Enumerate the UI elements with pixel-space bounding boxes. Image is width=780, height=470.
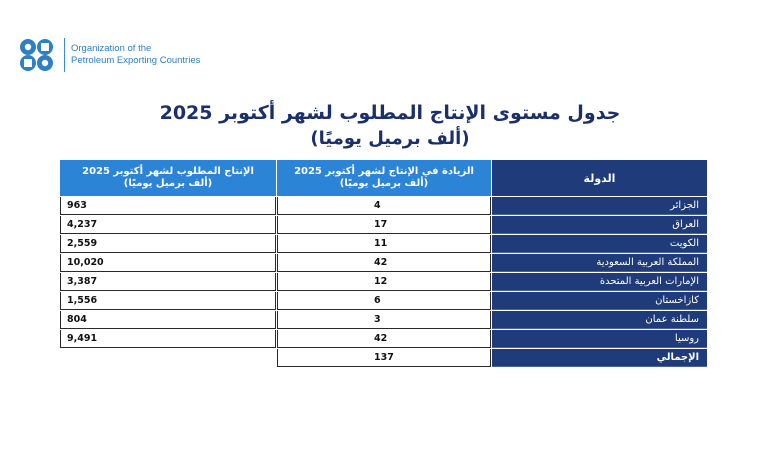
- header-country: الدولة: [492, 160, 707, 196]
- increase-cell: 17: [277, 216, 491, 234]
- production-cell: 9,491: [60, 330, 276, 348]
- country-cell: سلطنة عمان: [492, 311, 707, 329]
- header-increase: [277, 160, 491, 196]
- increase-cell: 3: [277, 311, 491, 329]
- country-cell: الجزائر: [492, 197, 707, 215]
- logo-divider: [64, 38, 65, 72]
- increase-cell: 4: [277, 197, 491, 215]
- org-name: [71, 43, 200, 67]
- header-production-label: الإنتاج المطلوب لشهر أكتوبر 2025: [82, 166, 254, 177]
- header-increase-label: الزيادة في الإنتاج لشهر أكتوبر 2025: [294, 166, 474, 177]
- country-cell: المملكة العربية السعودية: [492, 254, 707, 272]
- production-cell: 2,559: [60, 235, 276, 253]
- header-production: [60, 160, 276, 196]
- opec-logo: [18, 38, 200, 72]
- production-cell: 1,556: [60, 292, 276, 310]
- production-cell: 10,020: [60, 254, 276, 272]
- opec-logo-icon: [18, 38, 56, 72]
- production-cell: 804: [60, 311, 276, 329]
- increase-cell: 42: [277, 254, 491, 272]
- org-name-line1: Organization of the: [71, 43, 152, 54]
- production-cell: 963: [60, 197, 276, 215]
- increase-cell: 11: [277, 235, 491, 253]
- page-subtitle: (ألف برميل يوميًا): [310, 128, 470, 149]
- country-cell: العراق: [492, 216, 707, 234]
- country-cell: الإمارات العربية المتحدة: [492, 273, 707, 291]
- production-cell: 3,387: [60, 273, 276, 291]
- increase-cell: 6: [277, 292, 491, 310]
- page-title: جدول مستوى الإنتاج المطلوب لشهر أكتوبر 2025: [159, 102, 621, 124]
- header-production-unit: (ألف برميل يوميًا): [123, 178, 213, 189]
- increase-cell: 42: [277, 330, 491, 348]
- country-cell: الكويت: [492, 235, 707, 253]
- total-label-cell: الإجمالي: [492, 349, 707, 367]
- country-cell: روسيا: [492, 330, 707, 348]
- total-increase-cell: 137: [277, 349, 491, 367]
- header-increase-unit: (ألف برميل يوميًا): [339, 178, 429, 189]
- production-cell: 4,237: [60, 216, 276, 234]
- org-name-line2: Petroleum Exporting Countries: [71, 55, 201, 66]
- increase-cell: 12: [277, 273, 491, 291]
- country-cell: كازاخستان: [492, 292, 707, 310]
